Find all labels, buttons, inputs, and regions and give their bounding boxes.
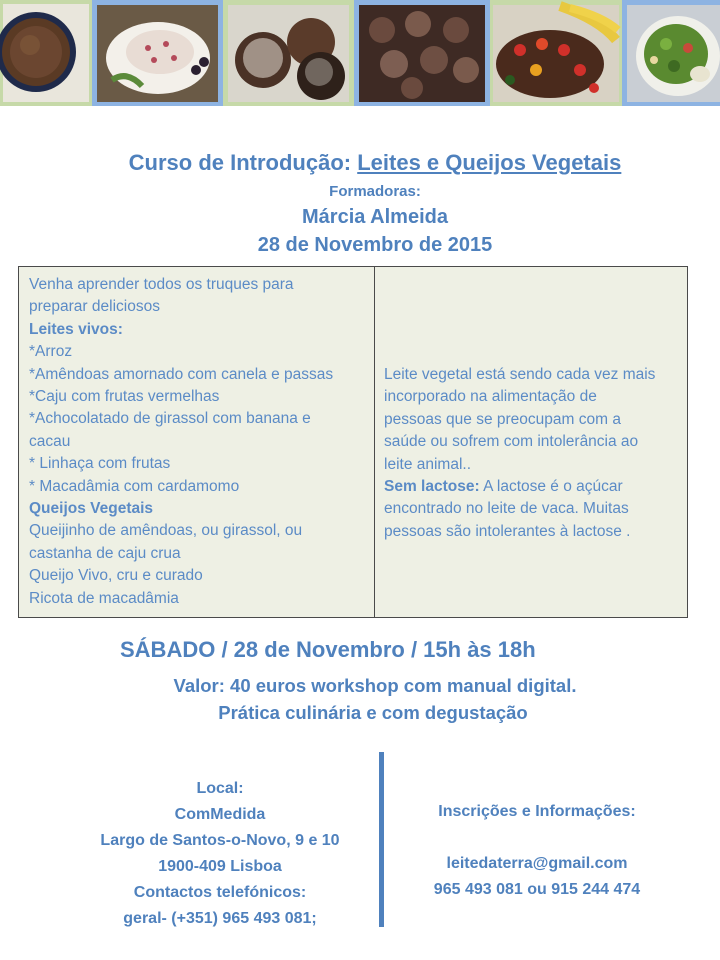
location-block — [70, 776, 370, 932]
course-title-link[interactable]: Leites e Queijos Vegetais — [357, 150, 622, 175]
schedule: SÁBADO / 28 de Novembro / 15h às 18h — [120, 637, 536, 662]
chocolate-balls-image — [354, 0, 490, 106]
list-item: Ricota de macadâmia — [29, 589, 179, 607]
footer-divider — [379, 752, 384, 927]
chocolate-cake-image — [0, 0, 92, 106]
list-item: castanha de caju crua — [29, 544, 181, 562]
list-item: *Amêndoas amornado com canela e passas — [29, 365, 334, 383]
table-right-column — [384, 364, 684, 543]
description-line: incorporado na alimentação de — [384, 388, 597, 406]
salad-image — [622, 0, 720, 106]
contact-email[interactable]: leitedaterra@gmail.com — [446, 855, 628, 872]
description-line: Leite vegetal está sendo cada vez mais — [384, 366, 656, 383]
trainers-label: Formadoras: — [329, 183, 421, 200]
list-item: *Arroz — [29, 343, 73, 361]
photo-chocolate-balls — [354, 0, 490, 106]
venue-address: Largo de Santos-o-Novo, 9 e 10 — [100, 832, 340, 849]
list-item: Queijinho de amêndoas, ou girassol, ou — [29, 522, 303, 540]
table-divider — [374, 267, 375, 617]
intro-line: preparar deliciosos — [29, 298, 160, 316]
phones-label: Contactos telefónicos: — [133, 884, 307, 901]
lactose-label: Sem lactose: — [384, 478, 480, 496]
location-label: Local: — [196, 780, 244, 797]
lactose-text: A lactose é o açúcar — [479, 478, 623, 496]
photo-salad — [622, 0, 720, 106]
price: Valor: 40 euros workshop com manual digital. — [173, 675, 577, 696]
course-date: 28 de Novembro de 2015 — [257, 234, 493, 256]
trainer-name: Márcia Almeida — [302, 206, 448, 228]
practice-note: Prática culinária e com degustação — [218, 702, 528, 723]
intro-line: Venha aprender todos os truques para — [29, 276, 294, 293]
photo-cheesecake — [92, 0, 223, 106]
truffles-image — [223, 0, 354, 106]
venue-phone: geral- (+351) 965 493 081; — [123, 910, 317, 927]
contact-spacer — [392, 825, 682, 851]
info-table — [18, 266, 688, 618]
section-heading-cheeses: Queijos Vegetais — [29, 500, 154, 518]
section-heading-milks: Leites vivos: — [29, 320, 123, 338]
description-line: leite animal.. — [384, 455, 472, 473]
list-item: * Macadâmia com cardamomo — [29, 477, 240, 495]
venue-name: ComMedida — [174, 806, 266, 823]
list-item: * Linhaça com frutas — [29, 455, 171, 473]
cheesecake-image — [92, 0, 223, 106]
contact-block — [392, 799, 682, 903]
table-left-column — [29, 274, 369, 610]
list-item: *Achocolatado de girassol com banana e — [29, 410, 311, 428]
description-line: pessoas são intolerantes à lactose . — [384, 522, 631, 540]
description-line: saúde ou sofrem com intolerância ao — [384, 433, 639, 451]
fruit-cake-image — [490, 0, 622, 106]
photo-chocolate-cake — [0, 0, 92, 106]
list-item: *Caju com frutas vermelhas — [29, 388, 220, 406]
list-item: cacau — [29, 432, 71, 450]
contact-label: Inscrições e Informações: — [438, 803, 636, 820]
description-line: encontrado no leite de vaca. Muitas — [384, 500, 629, 518]
photo-strip — [0, 0, 720, 106]
venue-postcode: 1900-409 Lisboa — [158, 858, 282, 875]
lactose-line — [384, 476, 684, 498]
course-title — [0, 150, 720, 176]
photo-truffles — [223, 0, 354, 106]
description-line: pessoas que se preocupam com a — [384, 410, 621, 428]
photo-fruit-cake — [490, 0, 622, 106]
list-item: Queijo Vivo, cru e curado — [29, 567, 203, 585]
course-title-prefix: Curso de Introdução: — [128, 150, 358, 175]
contact-phones: 965 493 081 ou 915 244 474 — [433, 881, 641, 898]
